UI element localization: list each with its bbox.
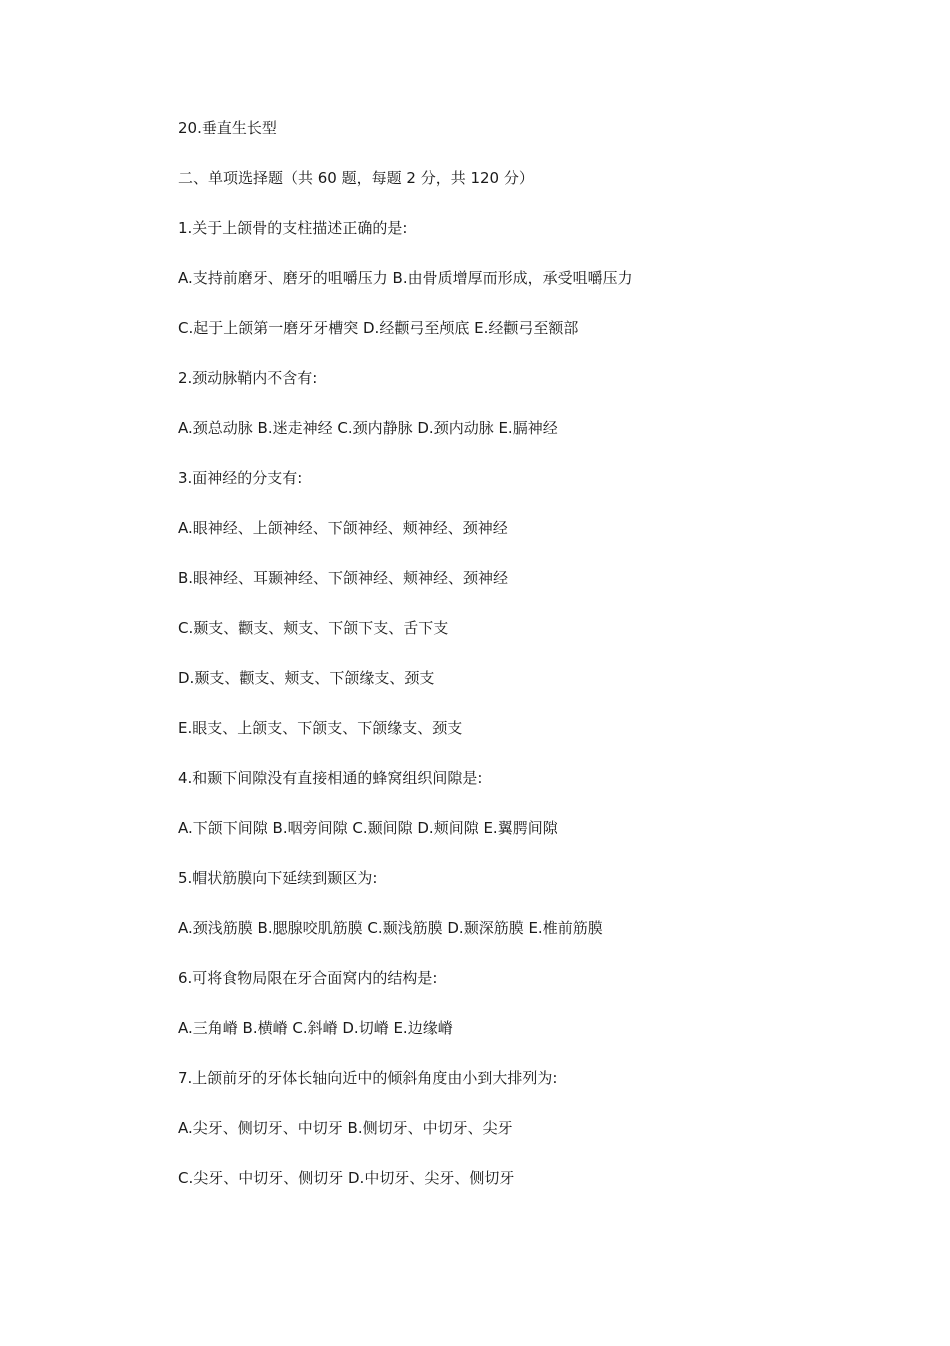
question-1-options-a-b: A.支持前磨牙、磨牙的咀嚼压力 B.由骨质增厚而形成，承受咀嚼压力: [178, 269, 633, 287]
question-3-option-e: E.眼支、上颌支、下颌支、下颌缘支、颈支: [178, 719, 463, 737]
question-2-options: A.颈总动脉 B.迷走神经 C.颈内静脉 D.颈内动脉 E.膈神经: [178, 419, 558, 437]
question-4-options: A.下颌下间隙 B.咽旁间隙 C.颞间隙 D.颊间隙 E.翼腭间隙: [178, 819, 558, 837]
question-6-options: A.三角嵴 B.横嵴 C.斜嵴 D.切嵴 E.边缘嵴: [178, 1019, 453, 1037]
question-4: 4.和颞下间隙没有直接相通的蜂窝组织间隙是:: [178, 769, 483, 787]
question-6: 6.可将食物局限在牙合面窝内的结构是:: [178, 969, 438, 987]
question-7: 7.上颌前牙的牙体长轴向近中的倾斜角度由小到大排列为:: [178, 1069, 558, 1087]
document-body: [178, 117, 878, 1217]
question-7-options-c-d: C.尖牙、中切牙、侧切牙 D.中切牙、尖牙、侧切牙: [178, 1169, 515, 1187]
question-1: 1.关于上颌骨的支柱描述正确的是:: [178, 219, 408, 237]
question-1-options-c-e: C.起于上颌第一磨牙牙槽突 D.经颧弓至颅底 E.经颧弓至额部: [178, 319, 579, 337]
question-3-option-a: A.眼神经、上颌神经、下颌神经、颊神经、颈神经: [178, 519, 508, 537]
section-heading-line: 20.垂直生长型: [178, 119, 277, 137]
question-2: 2.颈动脉鞘内不含有:: [178, 369, 318, 387]
question-5-options: A.颈浅筋膜 B.腮腺咬肌筋膜 C.颞浅筋膜 D.颞深筋膜 E.椎前筋膜: [178, 919, 603, 937]
question-3-option-c: C.颞支、颧支、颊支、下颌下支、舌下支: [178, 619, 449, 637]
question-3-option-b: B.眼神经、耳颞神经、下颌神经、颊神经、颈神经: [178, 569, 509, 587]
question-3-option-d: D.颞支、颧支、颊支、下颌缘支、颈支: [178, 669, 435, 687]
question-7-options-a-b: A.尖牙、侧切牙、中切牙 B.侧切牙、中切牙、尖牙: [178, 1119, 513, 1137]
question-5: 5.帽状筋膜向下延续到颞区为:: [178, 869, 378, 887]
section-title: 二、单项选择题（共 60 题，每题 2 分，共 120 分）: [178, 169, 534, 187]
question-3: 3.面神经的分支有:: [178, 469, 303, 487]
